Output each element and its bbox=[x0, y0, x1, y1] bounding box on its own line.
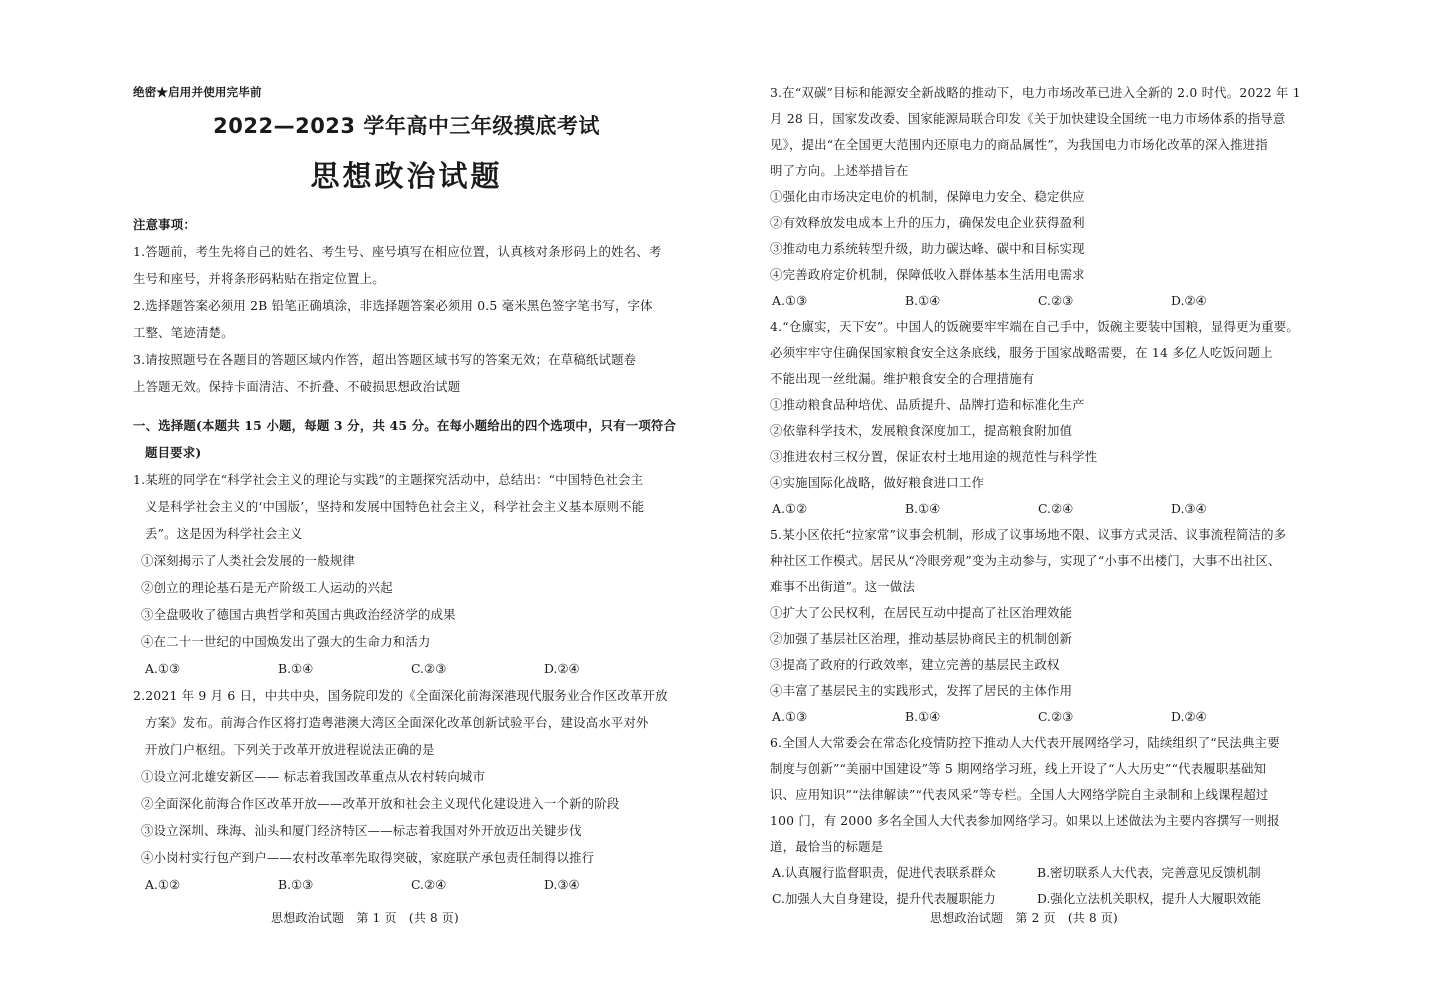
option-b: B.①③ bbox=[278, 877, 314, 892]
section-heading: 题目要求) bbox=[145, 445, 202, 460]
notice-heading: 注意事项： bbox=[133, 217, 196, 232]
option-a: A.①② bbox=[772, 501, 808, 516]
question-2-stem: 2.2021 年 9 月 6 日，中共中央，国务院印发的《全面深化前海深港现代服务业合作区改革开放 bbox=[133, 688, 668, 703]
option-c: C.加强人大自身建设，提升代表履职能力 bbox=[772, 891, 996, 906]
page-footer: 思想政治试题 第 2 页 (共 8 页) bbox=[930, 911, 1118, 925]
question-2-options bbox=[145, 878, 677, 892]
question-1-stem: 1.某班的同学在“科学社会主义的理论与实践”的主题探究活动中，总结出：“中国特色社会主 bbox=[133, 472, 644, 487]
exam-page-1 bbox=[133, 0, 680, 1002]
notice-line: 2.选择题答案必须用 2B 铅笔正确填涂，非选择题答案必须用 0.5 毫米黑色签字笔书写，字体 bbox=[133, 298, 653, 313]
question-5-stem: 难事不出街道”。这一做法 bbox=[770, 579, 916, 594]
option-c: C.②③ bbox=[411, 661, 447, 676]
question-5-options bbox=[772, 710, 1304, 724]
question-1-options bbox=[145, 662, 677, 676]
question-1-item: ①深刻揭示了人类社会发展的一般规律 bbox=[141, 553, 356, 568]
question-1-item: ②创立的理论基石是无产阶级工人运动的兴起 bbox=[141, 580, 393, 595]
option-d: D.②④ bbox=[1171, 709, 1207, 724]
question-3-options bbox=[772, 294, 1304, 308]
option-a: A.①③ bbox=[772, 709, 808, 724]
notice-line: 上答题无效。保持卡面清洁、不折叠、不破损思想政治试题 bbox=[133, 379, 461, 394]
question-2-stem: 开放门户枢纽。下列关于改革开放进程说法正确的是 bbox=[145, 742, 435, 757]
option-d: D.③④ bbox=[544, 877, 580, 892]
page-footer: 思想政治试题 第 1 页 (共 8 页) bbox=[271, 911, 459, 925]
question-4-item: ②依靠科学技术，发展粮食深度加工，提高粮食附加值 bbox=[770, 423, 1073, 438]
section-heading: 一、选择题(本题共 15 小题，每题 3 分，共 45 分。在每小题给出的四个选项中，只有一项符合 bbox=[133, 418, 677, 433]
question-1-stem: 丢”。这是因为科学社会主义 bbox=[145, 526, 303, 541]
question-2-stem: 方案》发布。前海合作区将打造粤港澳大湾区全面深化改革创新试验平台，建设高水平对外 bbox=[145, 715, 649, 730]
question-5-stem: 5.某小区依托“拉家常”议事会机制，形成了议事场地不限、议事方式灵活、议事流程简洁的多 bbox=[770, 527, 1287, 542]
exam-subtitle: 思想政治试题 bbox=[310, 159, 503, 193]
question-5-stem: 种社区工作模式。居民从“冷眼旁观”变为主动参与，实现了“小事不出楼门，大事不出社区、 bbox=[770, 553, 1281, 568]
question-4-stem: 不能出现一丝纰漏。维护粮食安全的合理措施有 bbox=[770, 371, 1035, 386]
question-6-stem: 100 门，有 2000 多名全国人大代表参加网络学习。如果以上述做法为主要内容撰写一则报 bbox=[770, 813, 1280, 828]
option-c: C.②④ bbox=[1038, 501, 1074, 516]
option-a: A.①③ bbox=[772, 293, 808, 308]
question-5-item: ④丰富了基层民主的实践形式，发挥了居民的主体作用 bbox=[770, 683, 1073, 698]
question-3-stem: 见》，提出“在全国更大范围内还原电力的商品属性”，为我国电力市场化改革的深入推进指 bbox=[770, 137, 1268, 152]
notice-line: 工整、笔迹清楚。 bbox=[133, 325, 234, 340]
question-6-stem: 6.全国人大常委会在常态化疫情防控下推动人大代表开展网络学习，陆续组织了“民法典主要 bbox=[770, 735, 1280, 750]
question-6-stem: 制度与创新”“美丽中国建设”等 5 期网络学习班，线上开设了“人大历史”“代表履职基础知 bbox=[770, 761, 1267, 776]
question-4-options bbox=[772, 502, 1304, 516]
option-b: B.①④ bbox=[905, 709, 941, 724]
question-3-item: ④完善政府定价机制，保障低收入群体基本生活用电需求 bbox=[770, 267, 1085, 282]
notice-line: 1.答题前，考生先将自己的姓名、考生号、座号填写在相应位置，认真核对条形码上的姓名、考 bbox=[133, 244, 662, 259]
question-2-item: ①设立河北雄安新区—— 标志着我国改革重点从农村转向城市 bbox=[141, 769, 486, 784]
question-2-item: ③设立深圳、珠海、汕头和厦门经济特区——标志着我国对外开放迈出关键步伐 bbox=[141, 823, 582, 838]
question-3-item: ②有效释放发电成本上升的压力，确保发电企业获得盈利 bbox=[770, 215, 1085, 230]
question-3-item: ①强化由市场决定电价的机制，保障电力安全、稳定供应 bbox=[770, 189, 1085, 204]
question-4-item: ③推进农村三权分置，保证农村土地用途的规范性与科学性 bbox=[770, 449, 1098, 464]
option-b: B.密切联系人大代表，完善意见反馈机制 bbox=[1037, 865, 1261, 880]
option-a: A.认真履行监督职责，促进代表联系群众 bbox=[772, 865, 996, 880]
option-b: B.①④ bbox=[278, 661, 314, 676]
question-4-item: ①推动粮食品种培优、品质提升、品牌打造和标准化生产 bbox=[770, 397, 1085, 412]
question-4-item: ④实施国际化战略，做好粮食进口工作 bbox=[770, 475, 985, 490]
question-6-options bbox=[772, 892, 1302, 906]
question-3-item: ③推动电力系统转型升级，助力碳达峰、碳中和目标实现 bbox=[770, 241, 1085, 256]
question-5-item: ②加强了基层社区治理，推动基层协商民主的机制创新 bbox=[770, 631, 1073, 646]
exam-page-2 bbox=[770, 0, 1310, 1002]
question-4-stem: 必须牢牢守住确保国家粮食安全这条底线，服务于国家战略需要，在 14 多亿人吃饭问题上 bbox=[770, 345, 1273, 360]
question-2-item: ②全面深化前海合作区改革开放——改革开放和社会主义现代化建设进入一个新的阶段 bbox=[141, 796, 620, 811]
question-1-stem: 义是科学社会主义的‘中国版’，坚持和发展中国特色社会主义，科学社会主义基本原则不能 bbox=[145, 499, 645, 514]
option-b: B.①④ bbox=[905, 293, 941, 308]
question-3-stem: 明了方向。上述举措旨在 bbox=[770, 163, 909, 178]
option-c: C.②④ bbox=[411, 877, 447, 892]
question-5-item: ①扩大了公民权利，在居民互动中提高了社区治理效能 bbox=[770, 605, 1073, 620]
question-6-stem: 道，最恰当的标题是 bbox=[770, 839, 884, 854]
question-3-stem: 月 28 日，国家发改委、国家能源局联合印发《关于加快建设全国统一电力市场体系的指导意 bbox=[770, 111, 1286, 126]
option-a: A.①② bbox=[145, 877, 181, 892]
option-d: D.②④ bbox=[544, 661, 580, 676]
question-2-item: ④小岗村实行包产到户——农村改革率先取得突破，家庭联产承包责任制得以推行 bbox=[141, 850, 595, 865]
notice-line: 生号和座号，并将条形码粘贴在指定位置上。 bbox=[133, 271, 385, 286]
option-a: A.①③ bbox=[145, 661, 181, 676]
secret-mark: 绝密★启用并使用完毕前 bbox=[133, 85, 262, 99]
option-b: B.①④ bbox=[905, 501, 941, 516]
option-d: D.③④ bbox=[1171, 501, 1207, 516]
exam-title: 2022—2023 学年高中三年级摸底考试 bbox=[213, 114, 600, 138]
question-6-options bbox=[772, 866, 1302, 880]
question-6-stem: 识、应用知识”“法律解读”“代表风采”等专栏。全国人大网络学院自主录制和上线课程超过 bbox=[770, 787, 1269, 802]
option-d: D.②④ bbox=[1171, 293, 1207, 308]
option-c: C.②③ bbox=[1038, 293, 1074, 308]
option-c: C.②③ bbox=[1038, 709, 1074, 724]
notice-line: 3.请按照题号在各题目的答题区域内作答，超出答题区域书写的答案无效；在草稿纸试题卷 bbox=[133, 352, 637, 367]
question-1-item: ④在二十一世纪的中国焕发出了强大的生命力和活力 bbox=[141, 634, 431, 649]
question-3-stem: 3.在“双碳”目标和能源安全新战略的推动下，电力市场改革已进入全新的 2.0 时代。2022 年 1 bbox=[770, 85, 1301, 100]
question-5-item: ③提高了政府的行政效率，建立完善的基层民主政权 bbox=[770, 657, 1060, 672]
question-4-stem: 4.“仓廪实，天下安”。中国人的饭碗要牢牢端在自己手中，饭碗主要装中国粮，显得更为重要。 bbox=[770, 319, 1299, 334]
question-1-item: ③全盘吸收了德国古典哲学和英国古典政治经济学的成果 bbox=[141, 607, 456, 622]
option-d: D.强化立法机关职权，提升人大履职效能 bbox=[1037, 891, 1262, 906]
